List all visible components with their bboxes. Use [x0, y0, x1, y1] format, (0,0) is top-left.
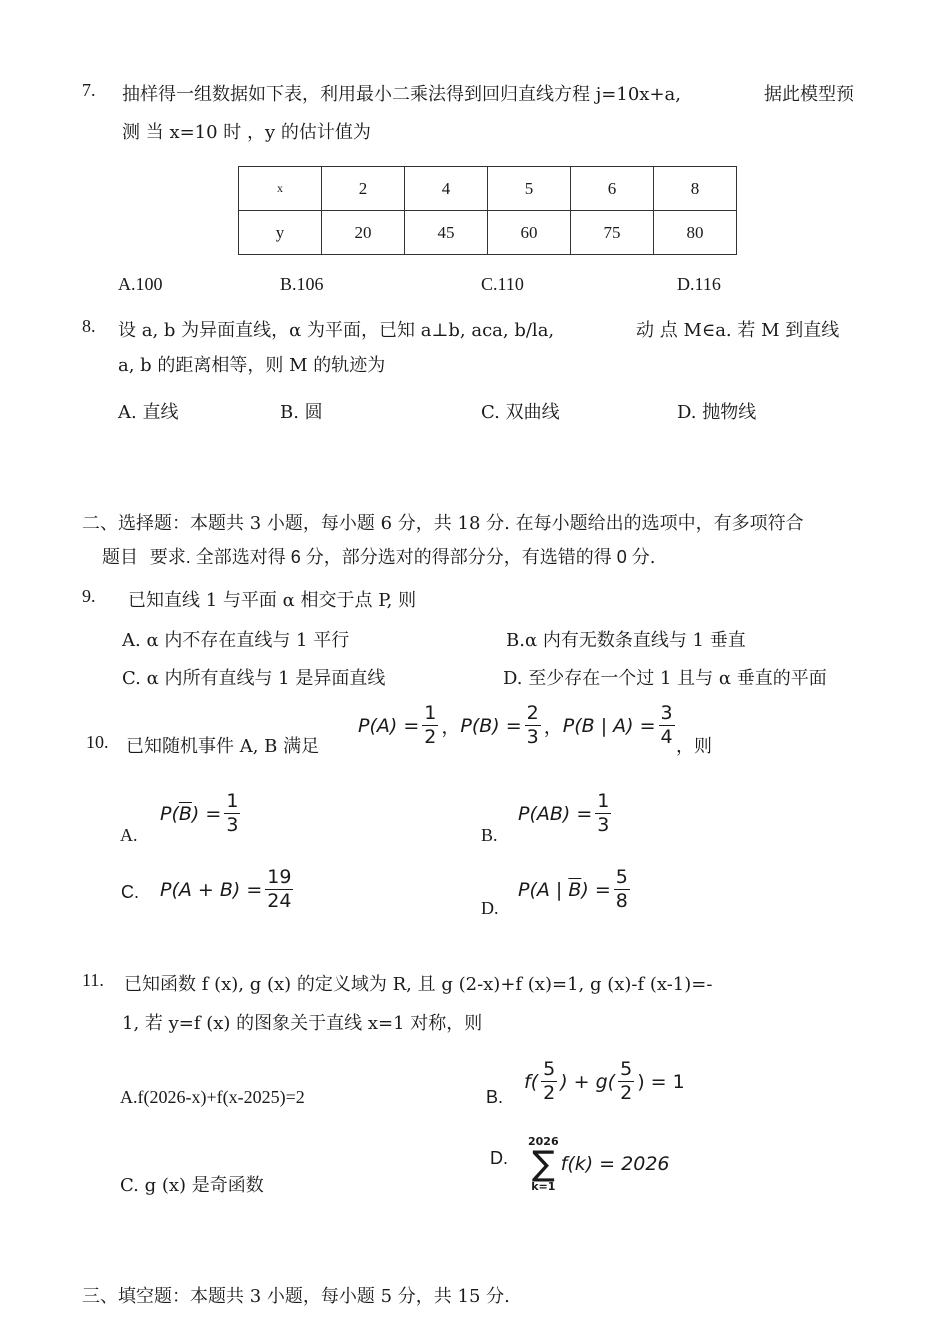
q10-c-num: 19 [267, 866, 292, 888]
q10-d-lhs-pre: P(A | [518, 878, 569, 901]
q8-text-line2: a, b 的距离相等，则 M 的轨迹为 [118, 355, 386, 376]
q9-option-c: C. α 内所有直线与 1 是异面直线 [122, 668, 386, 689]
q9-option-b: B.α 内有无数条直线与 1 垂直 [506, 630, 746, 651]
q11-option-d-formula [528, 1130, 670, 1192]
q10-separator: ， [543, 716, 563, 738]
q8-option-a: A. 直线 [118, 402, 179, 423]
table-cell: 4 [405, 167, 488, 211]
q10-c-den: 24 [267, 890, 292, 912]
q11-b-den2: 2 [620, 1082, 633, 1104]
q7-text-line2: 测 当 x=10 时 ，y 的估计值为 [122, 122, 371, 143]
q8-number: 8. [82, 316, 96, 336]
q11-d-expr: f(k) = 2026 [560, 1153, 670, 1175]
q11-b-num2: 5 [620, 1058, 633, 1080]
q10-text: 已知随机事件 A, B 满足 [126, 736, 320, 757]
q10-number: 10. [86, 732, 109, 752]
q10-option-c-formula: P(A + B) = $\frac{19}{24}$ [160, 866, 292, 912]
table-cell: x [239, 167, 322, 211]
sum-upper-limit: 2026 [528, 1135, 559, 1148]
q10-b-den: 3 [597, 814, 610, 836]
q10-d-lhs-post: ) [581, 878, 589, 901]
table-row [239, 167, 737, 211]
q11-option-d-label: D. [490, 1148, 508, 1168]
q7-option-b: B.106 [280, 274, 324, 294]
q10-option-a-label: A. [120, 825, 138, 845]
q11-option-c: C. g (x) 是奇函数 [120, 1175, 264, 1196]
section2-heading-prefix: 题目 [102, 547, 138, 568]
q8-text-line1: 设 a, b 为异面直线，α 为平面，已知 a⊥b, aca, b/la, [118, 320, 555, 341]
q10-pa-num: 1 [424, 702, 437, 724]
section3-heading: 三、填空题：本题共 3 小题，每小题 5 分，共 15 分. [82, 1286, 510, 1307]
q10-option-b-label: B. [481, 825, 498, 845]
table-row [239, 211, 737, 255]
q11-b-mid: ) + g( [560, 1070, 616, 1093]
section2-heading-line1: 二、选择题：本题共 3 小题，每小题 6 分，共 18 分. 在每小题给出的选项中，有多项符合 [82, 513, 804, 534]
q10-a-lhs-bar: $\overline{B}$ [178, 802, 192, 825]
q11-text-line1: 已知函数 f (x), g (x) 的定义域为 R, 且 g (2-x)+f (x)=1, g (x)-f (x-1)=- [124, 974, 713, 995]
section2-heading-rules: 要求. 全部选对得 6 分，部分选对的得部分分，有选错的得 0 分 [149, 547, 650, 567]
q10-option-a-formula: $P(\overline{B})$ = $\frac{1}{3}$ [160, 790, 239, 836]
q10-pba: P(B | A) [562, 714, 634, 737]
q7-text-line1-tail: 据此模型预 [764, 84, 854, 105]
q11-b-den1: 2 [543, 1082, 556, 1104]
q10-a-den: 3 [226, 814, 239, 836]
section2-heading-end: . [649, 547, 656, 568]
q7-data-table [238, 166, 737, 255]
q9-text: 已知直线 1 与平面 α 相交于点 P, 则 [128, 590, 417, 611]
q8-text-line1-tail: 动 点 M∈a. 若 M 到直线 [636, 320, 840, 341]
q11-number: 11. [82, 970, 104, 990]
q10-pb: P(B) [460, 714, 500, 737]
q7-text-line1: 抽样得一组数据如下表，利用最小二乘法得到回归直线方程 j=10x+a, [122, 84, 681, 105]
q7-number: 7. [82, 80, 96, 100]
q8-option-c: C. 双曲线 [481, 402, 560, 423]
q10-option-d-formula: P(A | $\overline{B}$) = $\frac{5}{8}$ [518, 866, 628, 912]
table-cell: 75 [571, 211, 654, 255]
q10-pb-den: 3 [526, 726, 539, 748]
q10-a-lhs-post: ) [191, 802, 200, 825]
q10-pb-num: 2 [526, 702, 539, 724]
q9-option-a: A. α 内不存在直线与 1 平行 [122, 630, 350, 651]
q10-option-d-label: D. [481, 898, 499, 918]
q11-b-f: f( [524, 1070, 539, 1093]
q11-option-a: A.f(2026-x)+f(x-2025)=2 [120, 1087, 305, 1107]
table-cell: 8 [654, 167, 737, 211]
q10-d-num: 5 [615, 866, 628, 888]
table-cell: 6 [571, 167, 654, 211]
q7-option-d: D.116 [677, 274, 721, 294]
q10-b-lhs: P(AB) [518, 802, 571, 825]
table-cell: 80 [654, 211, 737, 255]
q8-option-d: D. 抛物线 [677, 402, 757, 423]
q10-a-lhs-pre: P( [160, 802, 179, 825]
q10-c-lhs: P(A + B) [160, 878, 241, 901]
table-cell: 60 [488, 211, 571, 255]
section2-heading-line2 [102, 543, 656, 569]
q10-d-lhs-bar: $\overline{B}$ [568, 878, 582, 901]
q9-option-d: D. 至少存在一个过 1 且与 α 垂直的平面 [503, 668, 827, 689]
q10-a-num: 1 [226, 790, 239, 812]
q11-text-line2: 1, 若 y=f (x) 的图象关于直线 x=1 对称，则 [122, 1013, 483, 1034]
sigma-symbol: ∑ [531, 1144, 555, 1184]
q11-option-b-formula [524, 1060, 685, 1103]
table-cell: 2 [322, 167, 405, 211]
q8-option-b: B. 圆 [280, 402, 323, 423]
q10-tail: ，则 [676, 736, 712, 757]
q10-separator: ， [441, 716, 461, 738]
q10-option-c-label: C. [121, 882, 139, 902]
q7-option-c: C.110 [481, 274, 524, 294]
q10-pa-den: 2 [424, 726, 437, 748]
q10-d-den: 8 [615, 890, 628, 912]
q11-b-end: ) = 1 [637, 1070, 685, 1093]
q11-option-b-label: B. [486, 1087, 504, 1107]
q10-pba-num: 3 [660, 702, 673, 724]
q10-pba-den: 4 [660, 726, 673, 748]
summation [528, 1136, 559, 1192]
sum-lower-limit: k=1 [531, 1180, 556, 1193]
q7-option-a: A.100 [118, 274, 163, 294]
q10-pa: P(A) [358, 714, 398, 737]
table-cell: 45 [405, 211, 488, 255]
q10-condition-formula: P(A) = $\frac{1}{2}$ ， P(B) = $\frac{2}{3}$ ， P(B | A) = $\frac{3}{4}$ [358, 702, 673, 748]
table-cell: 20 [322, 211, 405, 255]
q10-option-b-formula: P(AB) = $\frac{1}{3}$ [518, 790, 610, 836]
q11-b-num1: 5 [543, 1058, 556, 1080]
q9-number: 9. [82, 586, 96, 606]
table-cell: y [239, 211, 322, 255]
q10-b-num: 1 [597, 790, 610, 812]
table-cell: 5 [488, 167, 571, 211]
